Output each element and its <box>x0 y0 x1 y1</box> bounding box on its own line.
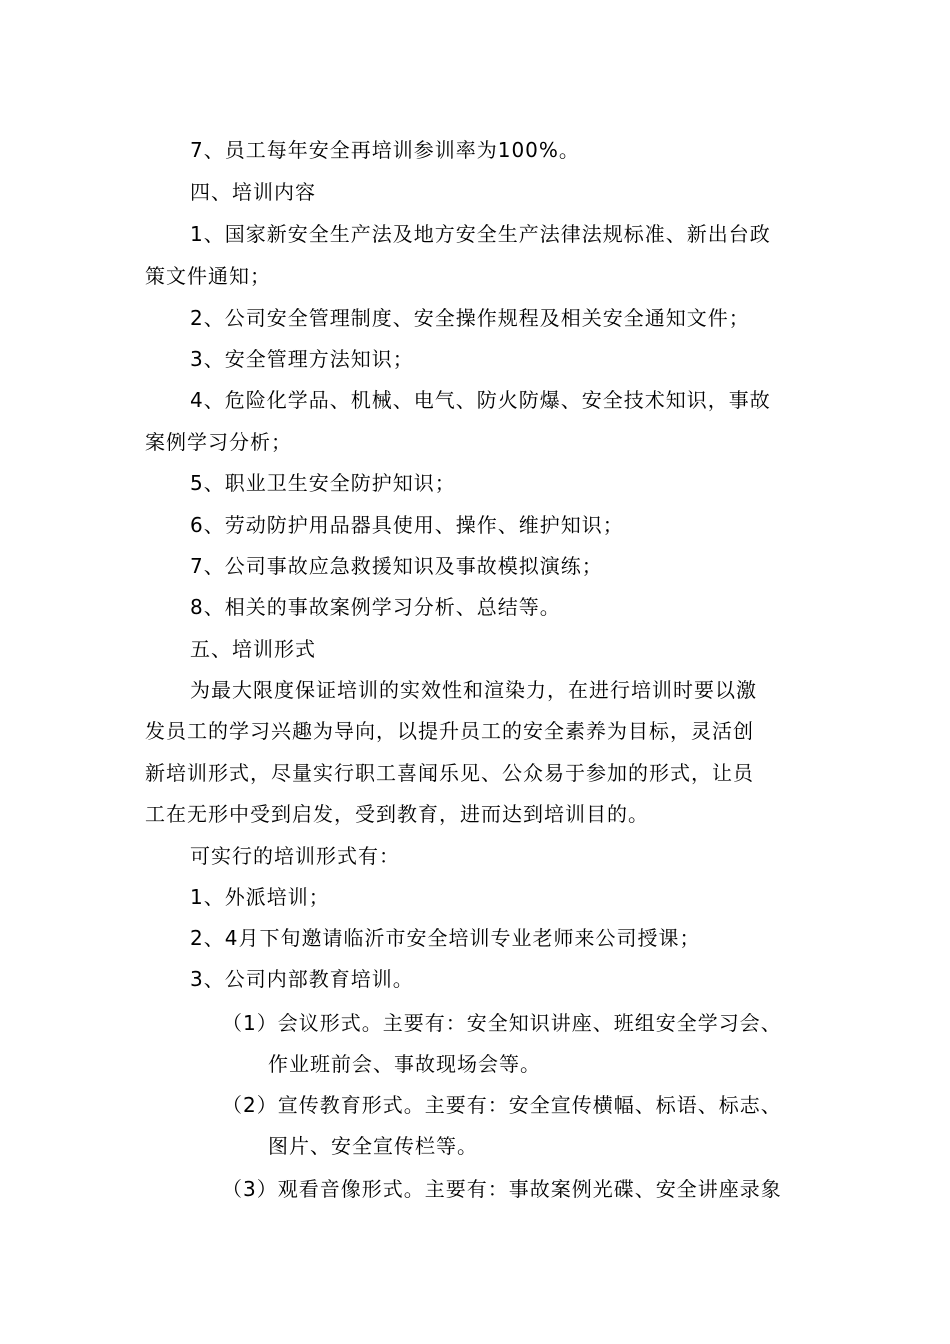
list-item: 8、相关的事故案例学习分析、总结等。 <box>190 595 561 619</box>
list-item: 7、公司事故应急救援知识及事故模拟演练； <box>190 554 603 578</box>
sub-list-item-continuation: 图片、安全宣传栏等。 <box>268 1134 478 1158</box>
sub-list-item: （2）宣传教育形式。主要有：安全宣传横幅、标语、标志、 <box>222 1093 782 1117</box>
list-item: 6、劳动防护用品器具使用、操作、维护知识； <box>190 513 624 537</box>
list-item: 1、外派培训； <box>190 885 330 909</box>
list-item: 3、安全管理方法知识； <box>190 347 414 371</box>
paragraph-line: 发员工的学习兴趣为导向，以提升员工的安全素养为目标，灵活创 <box>145 719 754 743</box>
list-item: 2、公司安全管理制度、安全操作规程及相关安全通知文件； <box>190 306 750 330</box>
list-item: 2、4月下旬邀请临沂市安全培训专业老师来公司授课； <box>190 926 701 950</box>
paragraph-line: 工在无形中受到启发，受到教育，进而达到培训目的。 <box>145 802 649 826</box>
paragraph-line: 新培训形式，尽量实行职工喜闻乐见、公众易于参加的形式，让员 <box>145 761 754 785</box>
text-line: 7、员工每年安全再培训参训率为100%。 <box>190 138 580 162</box>
sub-list-item: （1）会议形式。主要有：安全知识讲座、班组安全学习会、 <box>222 1011 782 1035</box>
list-item-continuation: 案例学习分析； <box>145 430 292 454</box>
section-heading: 四、培训内容 <box>190 180 316 204</box>
list-item: 5、职业卫生安全防护知识； <box>190 471 456 495</box>
list-item: 1、国家新安全生产法及地方安全生产法律法规标准、新出台政 <box>190 222 771 246</box>
sub-list-item: （3）观看音像形式。主要有：事故案例光碟、安全讲座录象 <box>222 1177 782 1201</box>
list-item: 3、公司内部教育培训。 <box>190 967 414 991</box>
paragraph-line: 为最大限度保证培训的实效性和渲染力，在进行培训时要以激 <box>190 678 757 702</box>
list-item-continuation: 策文件通知； <box>145 264 271 288</box>
text-line: 可实行的培训形式有： <box>190 844 400 868</box>
list-item: 4、危险化学品、机械、电气、防火防爆、安全技术知识，事故 <box>190 388 771 412</box>
section-heading: 五、培训形式 <box>190 637 316 661</box>
sub-list-item-continuation: 作业班前会、事故现场会等。 <box>268 1052 541 1076</box>
